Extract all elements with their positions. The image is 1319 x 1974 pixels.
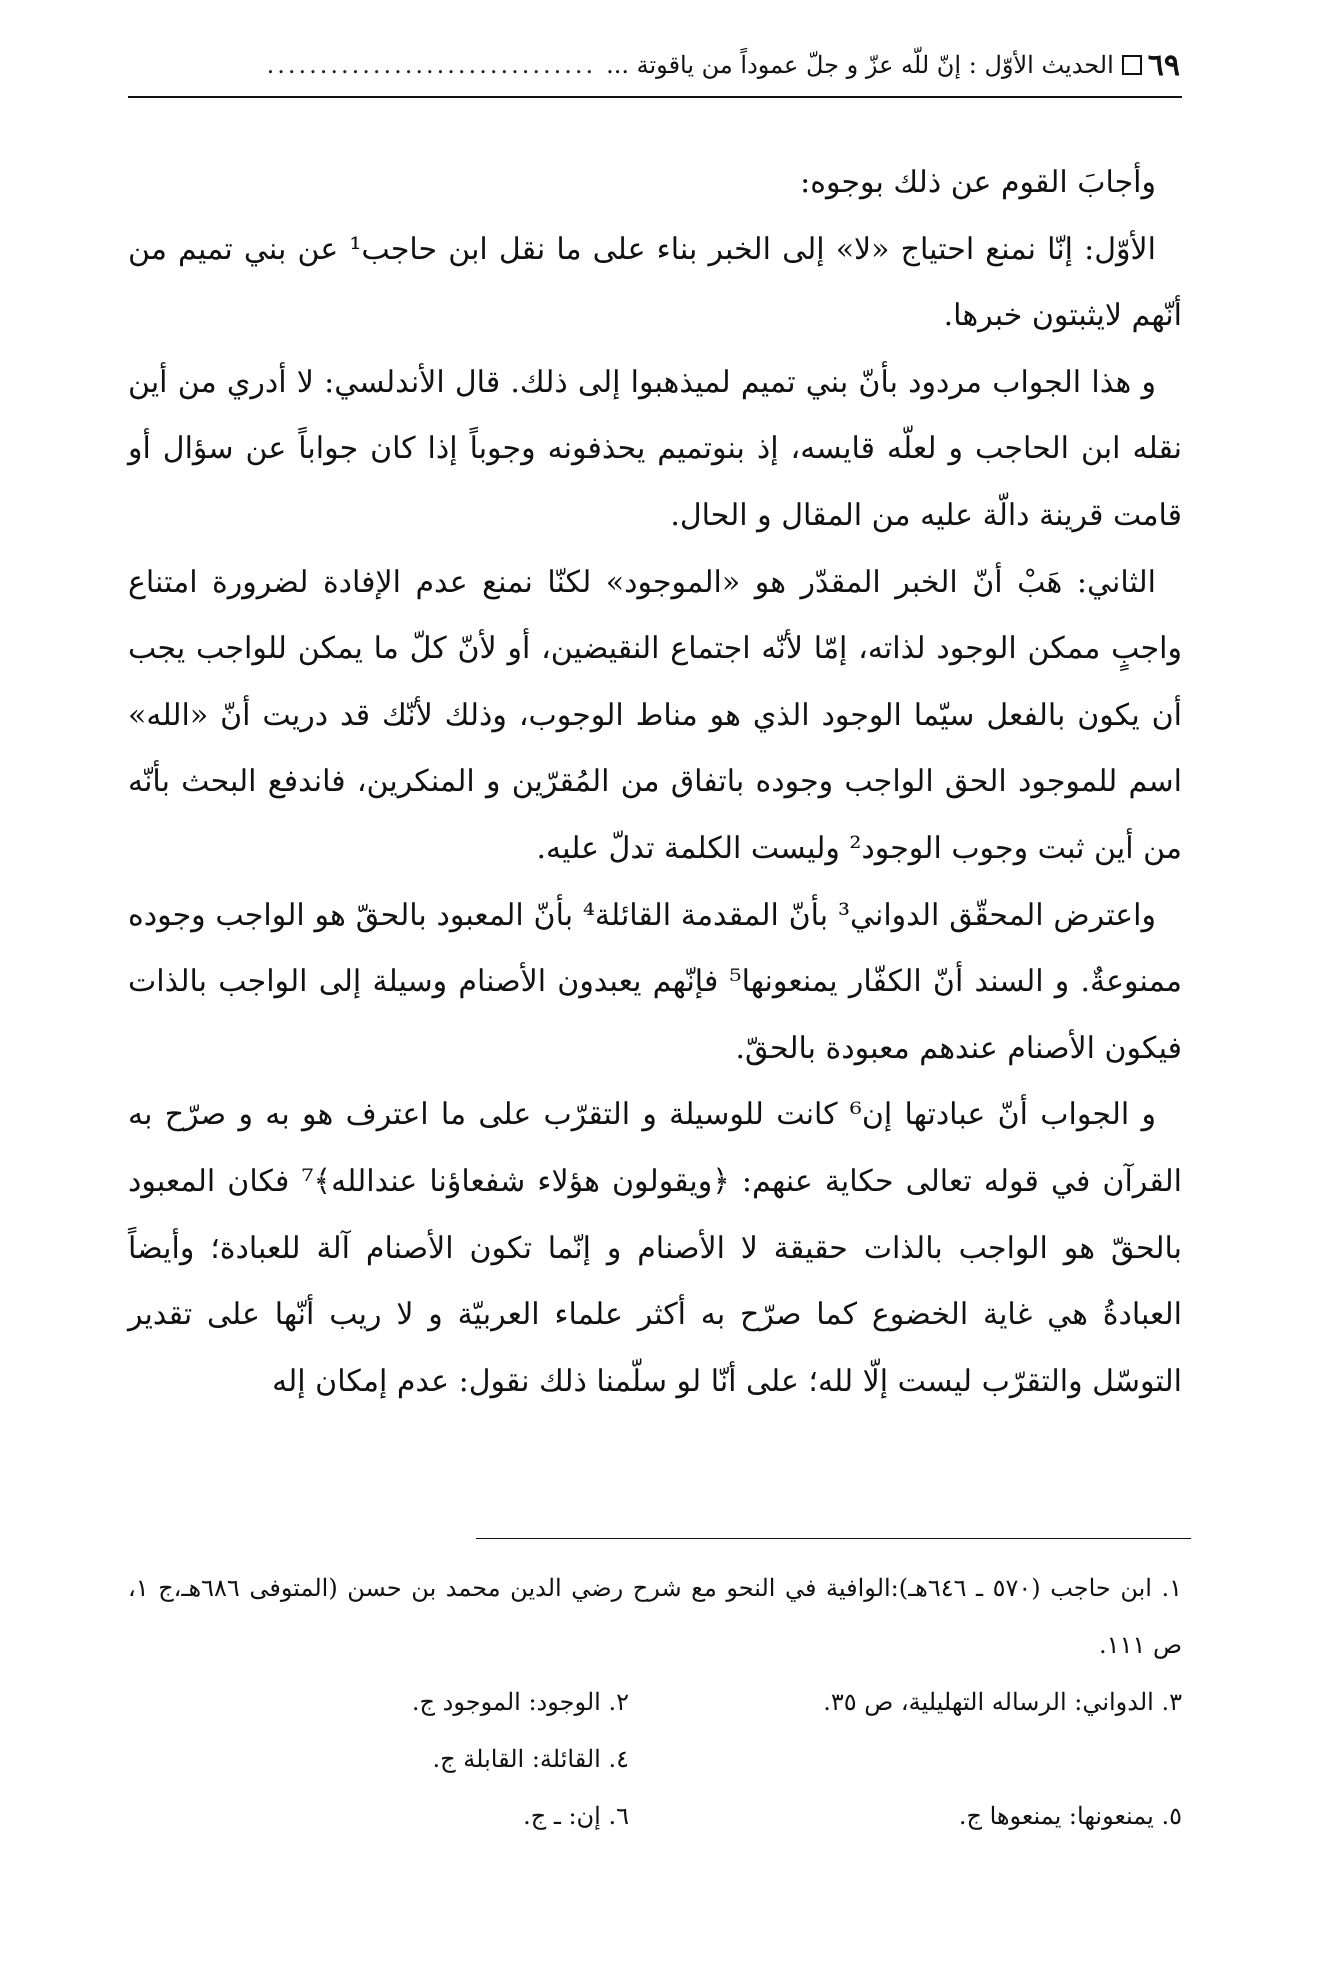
header-leader-dots: ...............................	[266, 51, 597, 79]
paragraph: الثاني: هَبْ أنّ الخبر المقدّر هو «الموجود» لكنّا نمنع عدم الإفادة لضرورة امتناع واجبٍ ممكن الوجود لذاته، إمّا لأنّه اجتماع النقيضين، أو لأنّ كلّ ما يمكن للواجب يجب أن يكون بالفعل سيّما الوجود الذي هو مناط الوجوب، وذلك لأنّك قد دريت أنّ «الله» اسم للموجود الحق الواجب وجوده باتفاق من المُقرّين و المنكرين، فاندفع البحث بأنّه من أين ثبت وجوب الوجود² وليست الكلمة تدلّ عليه.	[128, 564, 1182, 866]
paragraph: الأوّل: إنّا نمنع احتياج «لا» إلى الخبر بناء على ما نقل ابن حاجب¹ عن بني تميم من أنّهم لايثبتون خبرها.	[128, 231, 1182, 334]
footnote: ٢. الوجود: الموجود ج.	[411, 1688, 629, 1716]
header-rule	[128, 96, 1182, 98]
paragraph: وأجابَ القوم عن ذلك بوجوه:	[800, 165, 1156, 200]
page-number: ٦٩	[1147, 47, 1180, 83]
footnote-row	[128, 1731, 1182, 1788]
footnote: ١. ابن حاجب (٥٧٠ ـ ٦٤٦هـ):الوافية في النحو مع شرح رضي الدين محمد بن حسن (المتوفى ٦٨٦هـ،ج ١، ص ١١١.	[128, 1574, 1182, 1659]
footnote: ٣. الدواني: الرساله التهليلية، ص ٣٥.	[823, 1688, 1182, 1716]
square-ornament-icon	[1122, 55, 1142, 75]
footnote-separator	[476, 1538, 1191, 1539]
footnote: ٦. إن: ـ ج.	[523, 1802, 629, 1830]
running-title: الحديث الأوّل : إنّ للّه عزّ و جلّ عموداً من ياقوتة ...	[606, 51, 1114, 79]
running-header	[130, 40, 1180, 90]
footnote: ٤. القائلة: القابلة ج.	[432, 1745, 629, 1773]
footnote-row	[128, 1674, 1182, 1731]
paragraph: و هذا الجواب مردود بأنّ بني تميم لميذهبوا إلى ذلك. قال الأندلسي: لا أدري من أين نقله ابن الحاجب و لعلّه قايسه، إذ بنوتميم يحذفونه وجوباً إذا كان جواباً عن سؤال أو قامت قرينة دالّة عليه من المقال و الحال.	[128, 364, 1182, 533]
footnote-row	[128, 1788, 1182, 1845]
footnote	[657, 1731, 1182, 1788]
main-text	[128, 150, 1182, 1415]
footnotes	[128, 1560, 1182, 1845]
paragraph: واعترض المحقّق الدواني³ بأنّ المقدمة القائلة⁴ بأنّ المعبود بالحقّ هو الواجب وجوده ممنوعةٌ. و السند أنّ الكفّار يمنعونها⁵ فإنّهم يعبدون الأصنام وسيلة إلى الواجب بالذات فيكون الأصنام عندهم معبودة بالحقّ.	[128, 897, 1182, 1066]
paragraph: و الجواب أنّ عبادتها إن⁶ كانت للوسيلة و التقرّب على ما اعترف هو به و صرّح به القرآن في قوله تعالى حكاية عنهم: ﴿ويقولون هؤلاء شفعاؤنا عندالله﴾⁷ فكان المعبود بالحقّ هو الواجب بالذات حقيقة لا الأصنام و إنّما تكون الأصنام آلة للعبادة؛ وأيضاً العبادةُ هي غاية الخضوع كما صرّح به أكثر علماء العربيّة و لا ريب أنّها على تقدير التوسّل والتقرّب ليست إلّا لله؛ على أنّا لو سلّمنا ذلك نقول: عدم إمكان إله	[128, 1097, 1182, 1399]
footnote: ٥. يمنعونها: يمنعوها ج.	[958, 1802, 1182, 1830]
